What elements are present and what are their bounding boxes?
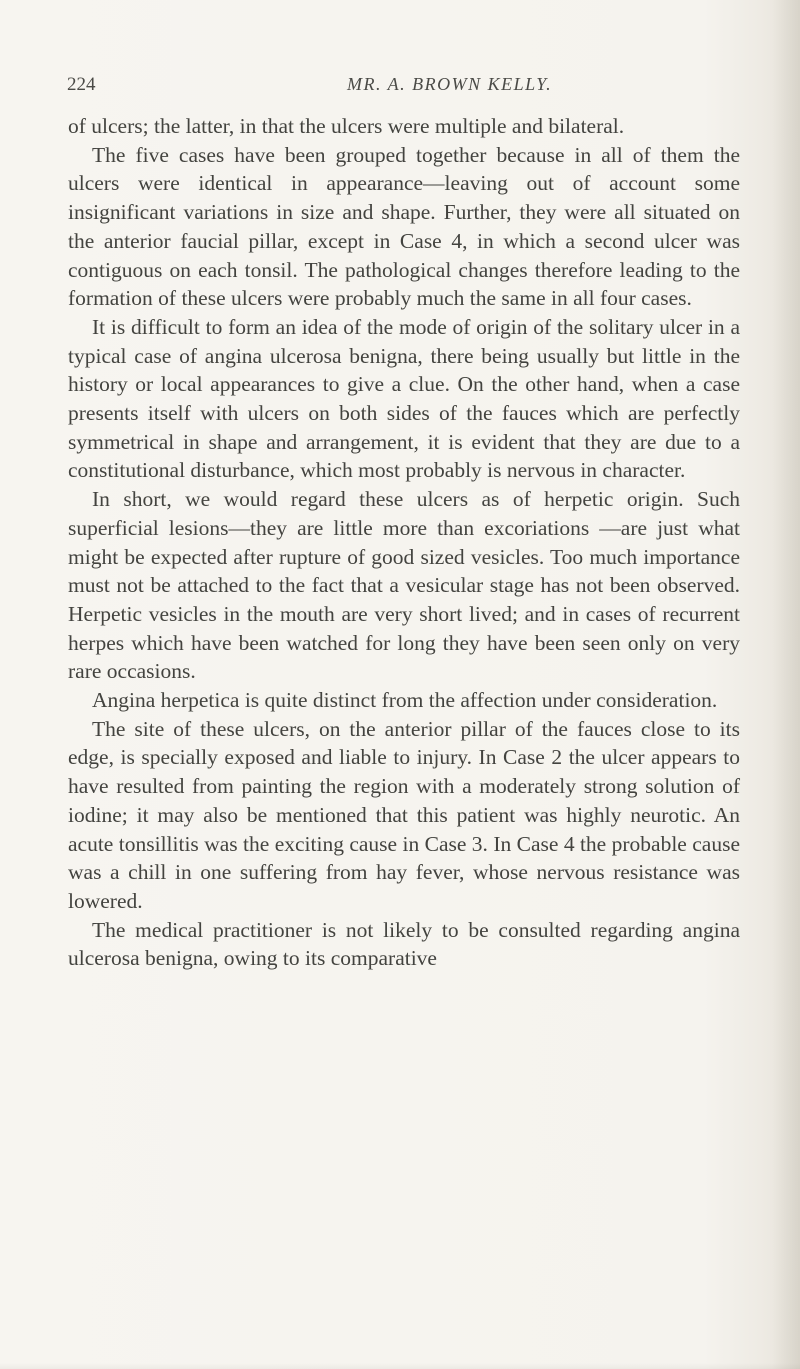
page-number: 224: [67, 74, 96, 95]
paragraph: The site of these ulcers, on the anterior pillar of the fauces close to its edge, is specially exposed and liable to injury. In Case 2 the ulcer appears to have resulted from painting the region with a moderately strong solution of iodine; it may also be mentioned that this patient was highly neurotic. An acute tonsillitis was the exciting cause in Case 3. In Case 4 the probable cause was a chill in one suffering from hay fever, whose nervous resistance was lowered.: [68, 716, 740, 913]
body-text: [68, 112, 740, 973]
paragraph: The medical practitioner is not likely to be consulted regarding angina ulcerosa benigna, owing to its comparative: [68, 917, 740, 971]
page-bottom-shade: [0, 1363, 800, 1369]
paragraph: In short, we would regard these ulcers as of herpetic origin. Such superficial lesions—they are little more than excoriations —are just what might be expected after rupture of good sized vesicles. Too much importance must not be attached to the fact that a vesicular stage has not been observed. Herpetic vesicles in the mouth are very short lived; and in cases of recurrent herpes which have been watched for long they have been seen only on very rare occasions.: [68, 487, 740, 684]
page-header: [67, 74, 737, 100]
paragraph: Angina herpetica is quite distinct from the affection under consideration.: [92, 688, 718, 713]
paragraph-continuation: of ulcers; the latter, in that the ulcers were multiple and bilateral.: [68, 114, 625, 138]
paragraph: It is difficult to form an idea of the mode of origin of the solitary ulcer in a typical case of angina ulcerosa benigna, there being usually but little in the history or local appearances to give a clue. On the other hand, when a case presents itself with ulcers on both sides of the fauces which are perfectly symmetrical in shape and arrangement, it is evident that they are due to a constitutional disturbance, which most probably is nervous in character.: [68, 314, 740, 483]
paragraph: The five cases have been grouped together because in all of them the ulcers were identical in appearance—leaving out of account some insignificant variations in size and shape. Further, they were all situated on the anterior faucial pillar, except in Case 4, in which a second ulcer was contiguous on each tonsil. The pathological changes therefore leading to the formation of these ulcers were probably much the same in all four cases.: [68, 142, 740, 311]
running-head: MR. A. BROWN KELLY.: [347, 74, 553, 94]
page-edge-shadow: [772, 0, 800, 1369]
